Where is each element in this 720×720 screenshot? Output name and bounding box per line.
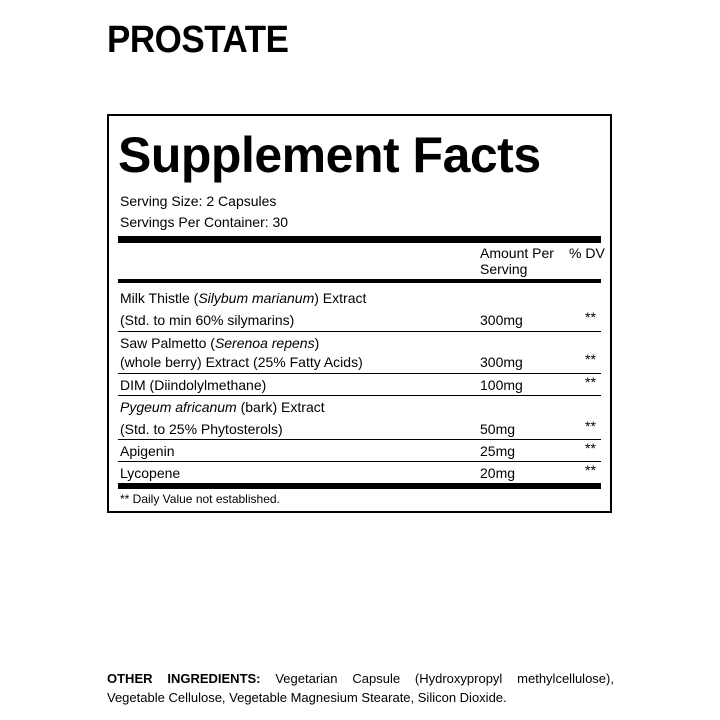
amount-per-serving-header: Amount Per Serving [480,245,554,277]
product-title: PROSTATE [107,19,289,61]
row-divider [118,439,601,440]
row-divider [118,461,601,462]
ingredient-name: Lycopene [120,465,181,481]
ingredient-amount: 300mg [480,354,523,370]
ingredient-detail: (Std. to min 60% silymarins) [120,312,295,328]
other-ingredients [107,669,614,707]
thick-divider-bottom [118,483,601,489]
ingredient-detail: (whole berry) Extract (25% Fatty Acids) [120,354,363,370]
ingredient-name: Apigenin [120,443,175,459]
ingredient-dv: ** [585,462,596,478]
daily-value-header: % DV [569,245,605,261]
row-divider [118,373,601,374]
ingredient-amount: 20mg [480,465,516,481]
ingredient-dv: ** [585,351,596,367]
supplement-facts-heading: Supplement Facts [118,127,541,183]
ingredient-amount: 300mg [480,312,523,328]
daily-value-footnote: ** Daily Value not established. [120,492,280,506]
row-divider [118,331,601,332]
other-ingredients-label: OTHER INGREDIENTS: [107,671,261,686]
ingredient-amount: 100mg [480,377,523,393]
ingredient-name: Milk Thistle (Silybum marianum) Extract [120,290,367,306]
ingredient-name: Saw Palmetto (Serenoa repens) [120,335,320,351]
ingredient-amount: 50mg [480,421,516,437]
ingredient-detail: (Std. to 25% Phytosterols) [120,421,283,437]
other-ingredients-text: Vegetarian Capsule (Hydroxypropyl methylcellulose), Vegetable Cellulose, Vegetable Magnesium Stearate, Silicon Dioxide. [107,671,614,705]
supplement-facts-panel [107,114,612,513]
ingredient-name: DIM (Diindolylmethane) [120,377,267,393]
ingredient-name: Pygeum africanum (bark) Extract [120,399,325,415]
serving-size: Serving Size: 2 Capsules [120,193,277,209]
row-divider [118,395,601,396]
ingredient-dv: ** [585,309,596,325]
servings-per-container: Servings Per Container: 30 [120,214,289,230]
ingredient-dv: ** [585,374,596,390]
ingredient-dv: ** [585,418,596,434]
ingredient-dv: ** [585,440,596,456]
thick-divider-top [118,236,601,243]
ingredient-amount: 25mg [480,443,516,459]
thick-divider-header [118,279,601,283]
